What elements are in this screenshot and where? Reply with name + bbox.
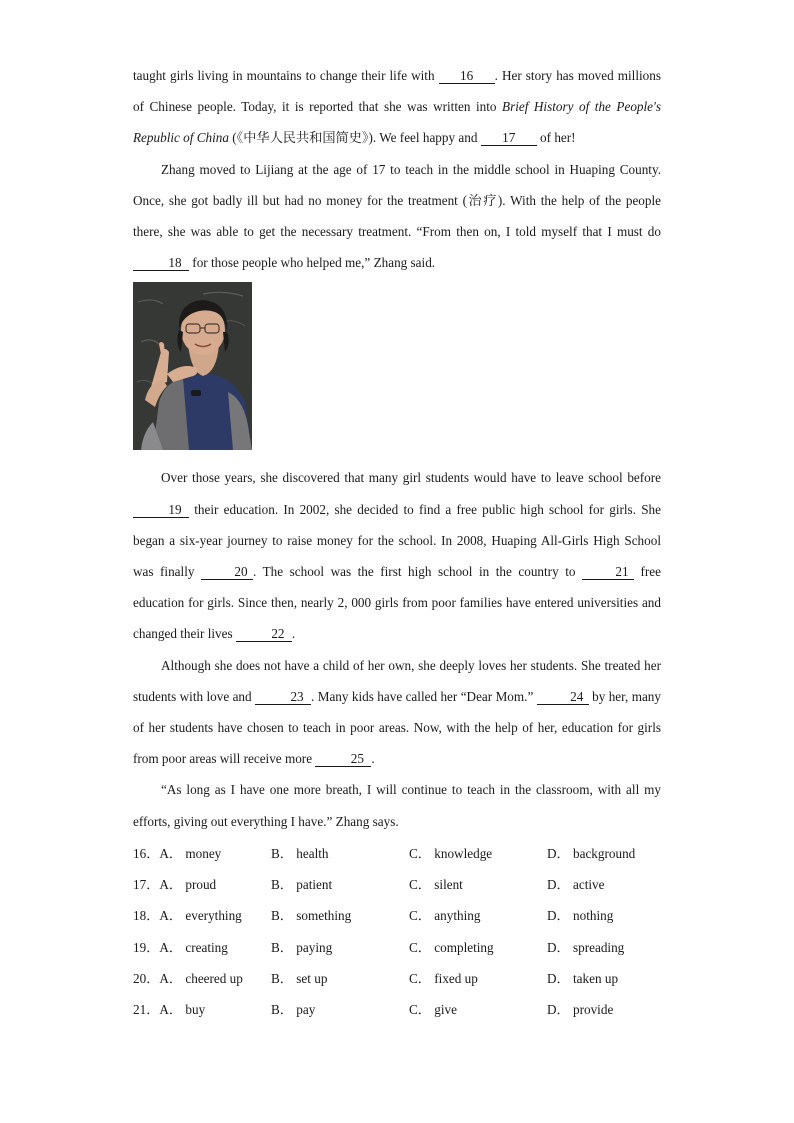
text-run: Zhang moved to Lijiang at the age of 17 to teach in the middle school in Huaping County. Once, she got badly ill but had no money for the treatment (治疗). With the help of the people there, she was able to get the necessary treatment. “From then on, I told myself that I must do	[133, 161, 661, 240]
text-run: (《中华人民共和国简史》). We feel happy and	[228, 130, 481, 146]
option-a: 17．A． proud	[133, 877, 217, 893]
option-d: D． background	[547, 845, 636, 861]
blank-21: 21	[582, 565, 634, 580]
option-b: B． patient	[271, 877, 333, 893]
option-c: C． silent	[409, 877, 463, 893]
option-row-17	[133, 868, 661, 899]
option-a: 21．A． buy	[133, 1001, 206, 1017]
text-run: their education. In 2002, she decided to find a free public high school for girls. She began a six-year journey to raise money for the school. In 2008, Huaping All-Girls High School was finally	[133, 501, 661, 580]
option-a: 19．A． creating	[133, 939, 228, 955]
text-run: Although she does not have a child of her own, she deeply loves her students. She treated her students with love and	[133, 657, 661, 704]
teacher-photo	[133, 282, 252, 450]
option-c: C． anything	[409, 908, 481, 924]
option-d: D． nothing	[547, 908, 614, 924]
blank-25: 25	[315, 752, 371, 767]
option-c: C． knowledge	[409, 845, 493, 861]
text-run: of her!	[536, 130, 576, 146]
text-run: .	[291, 626, 296, 642]
text-run: “As long as I have one more breath, I will continue to teach in the classroom, with all my efforts, giving out everything I have.” Zhang says.	[133, 782, 661, 829]
paragraph-4	[133, 650, 661, 775]
option-b: B． paying	[271, 939, 333, 955]
text-run: for those people who helped me,” Zhang said.	[189, 255, 436, 271]
blank-22: 22	[236, 627, 292, 642]
text-run: free education for girls. Since then, nearly 2, 000 girls from poor families have entered universities and changed their lives	[133, 564, 662, 642]
paragraph-2	[133, 154, 661, 279]
options-list	[133, 837, 661, 1024]
text-run: Over those years, she discovered that many girl students would have to leave school before	[161, 470, 661, 486]
option-d: D． taken up	[547, 970, 619, 986]
option-d: D． provide	[547, 1001, 614, 1017]
option-row-21	[133, 993, 661, 1024]
option-b: B． health	[271, 845, 329, 861]
blank-20: 20	[201, 565, 253, 580]
book-title: Brief History of the People's Republic of China	[133, 99, 661, 146]
text-run: . The school was the first high school in the country to	[253, 564, 582, 580]
teacher-photo-image	[133, 282, 252, 450]
option-c: C． fixed up	[409, 970, 478, 986]
text-run: by her, many of her students have chosen to teach in poor areas. Now, with the help of her, education for girls from poor areas will receive more	[133, 688, 661, 767]
blank-18: 18	[133, 256, 189, 271]
option-b: B． pay	[271, 1001, 316, 1017]
text-run: taught girls living in mountains to change their life with	[133, 68, 439, 83]
option-a: 20．A． cheered up	[133, 970, 243, 986]
text-run: .	[371, 751, 375, 767]
paragraph-3	[133, 462, 661, 649]
option-row-20	[133, 962, 661, 993]
paragraph-5	[133, 774, 661, 836]
option-b: B． set up	[271, 970, 328, 986]
paragraph-1	[133, 60, 661, 154]
blank-17: 17	[481, 131, 537, 146]
option-c: C． give	[409, 1001, 457, 1017]
option-a: 16．A． money	[133, 845, 222, 861]
document-page	[133, 60, 661, 1024]
text-run: . Her story has moved millions of Chinese people. Today, it is reported that she was written into	[133, 68, 661, 115]
blank-16: 16	[439, 69, 495, 84]
option-row-19	[133, 930, 661, 961]
blank-19: 19	[133, 503, 189, 518]
option-b: B． something	[271, 908, 352, 924]
option-a: 18．A． everything	[133, 908, 242, 924]
text-run: . Many kids have called her “Dear Mom.”	[311, 688, 537, 704]
blank-24: 24	[537, 690, 589, 705]
option-c: C． completing	[409, 939, 494, 955]
option-d: D． active	[547, 877, 605, 893]
option-d: D． spreading	[547, 939, 625, 955]
blank-23: 23	[255, 690, 311, 705]
option-row-18	[133, 899, 661, 930]
option-row-16	[133, 837, 661, 868]
